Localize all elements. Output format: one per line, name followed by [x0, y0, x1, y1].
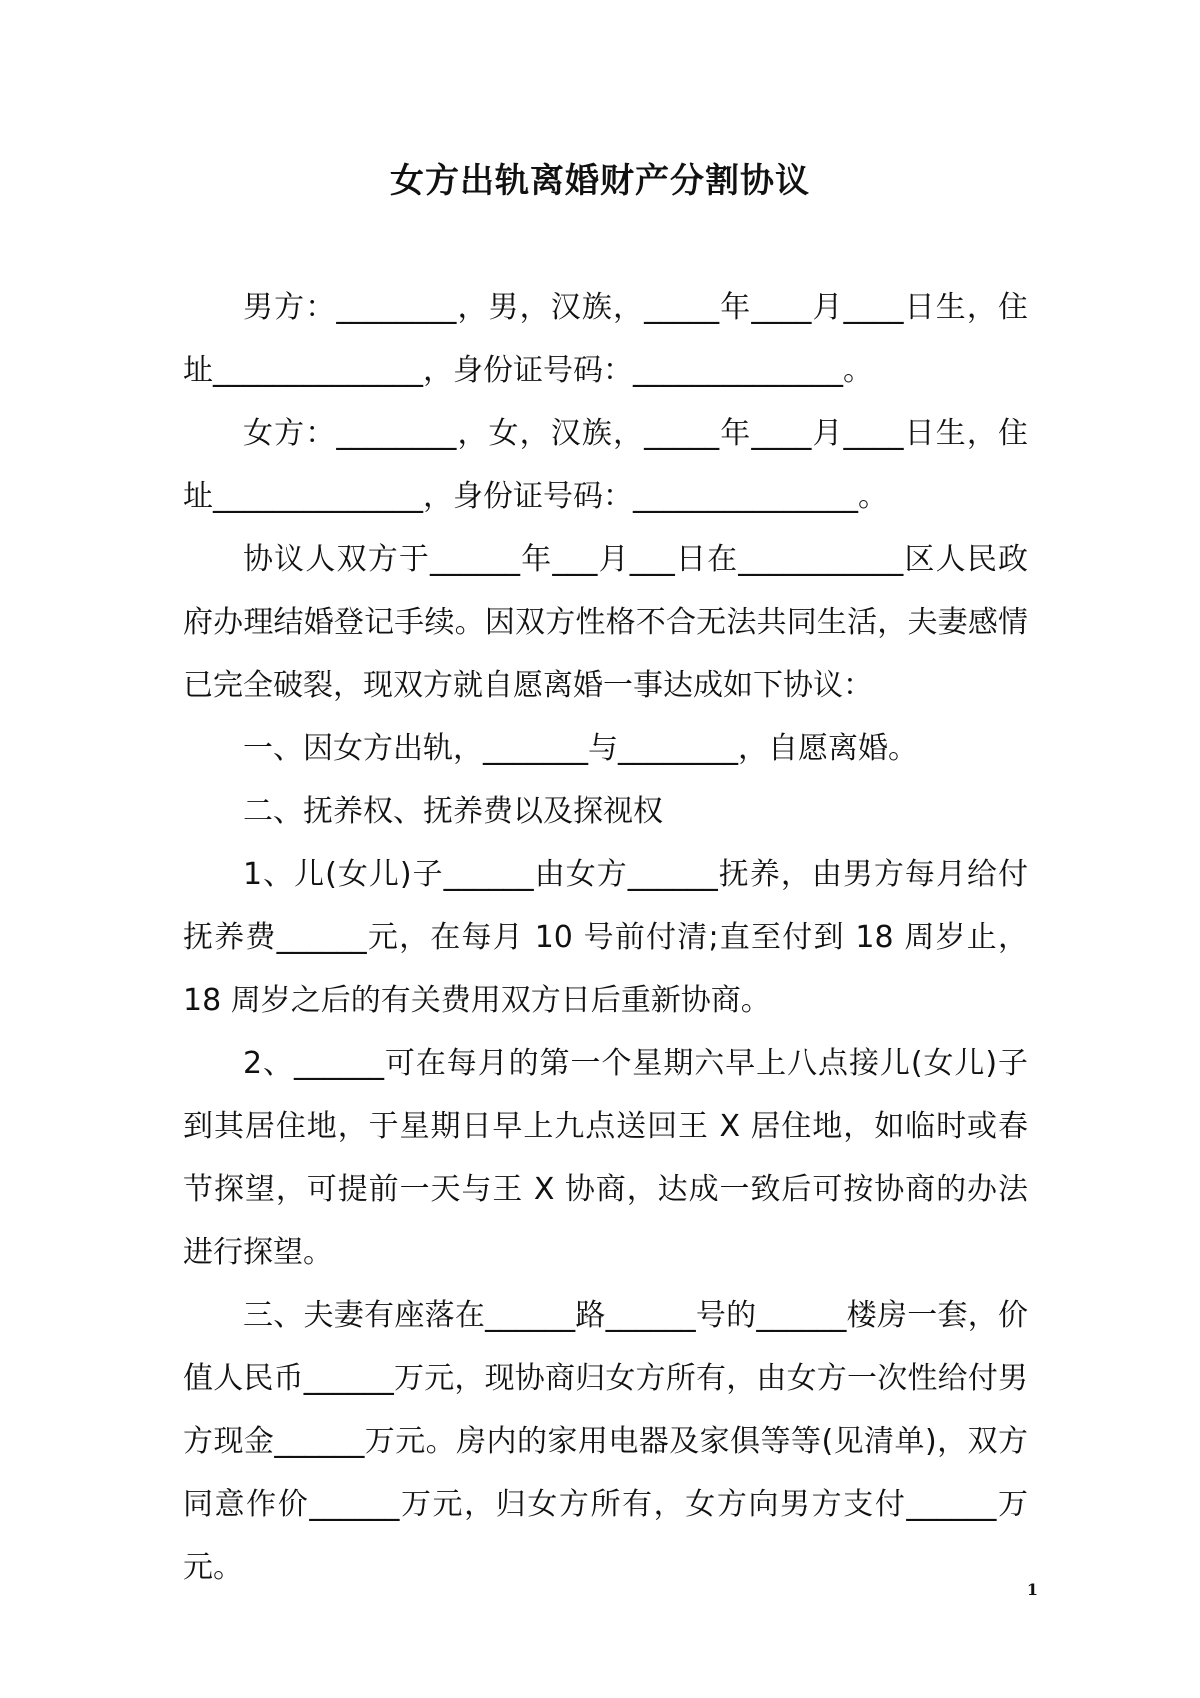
document-title: 女方出轨离婚财产分割协议 [390, 161, 810, 201]
page-number: 1 [1026, 1580, 1038, 1599]
paragraph-clause-two-heading: 二、抚养权、抚养费以及探视权 [243, 794, 663, 829]
document-body [183, 276, 1028, 1599]
paragraph-clause-three-property: 三、夫妻有座落在______路______号的______楼房一套，价值人民币______万元，现协商归女方所有，由女方一次性给付男方现金______万元。房内的家用电器及家俱等等(见清单)，双方同意作价______万元，归女方所有，女方向男方支付______万元。 [183, 1298, 1028, 1585]
paragraph-husband-info: 男方：________，男，汉族，_____年____月____日生，住址______________，身份证号码：______________。 [183, 290, 1028, 388]
paragraph-visitation: 2、______可在每月的第一个星期六早上八点接儿(女儿)子到其居住地，于星期日早上九点送回王 X 居住地，如临时或春节探望，可提前一天与王 X 协商，达成一致后可按协商的办法进行探望。 [183, 1046, 1028, 1270]
paragraph-wife-info: 女方：________，女，汉族，_____年____月____日生，住址______________，身份证号码：_______________。 [183, 416, 1028, 514]
paragraph-clause-one: 一、因女方出轨，_______与________，自愿离婚。 [243, 731, 918, 766]
paragraph-marriage-registration: 协议人双方于______年___月___日在___________区人民政府办理结婚登记手续。因双方性格不合无法共同生活，夫妻感情已完全破裂，现双方就自愿离婚一事达成如下协议： [183, 542, 1028, 703]
paragraph-custody-support: 1、儿(女儿)子______由女方______抚养，由男方每月给付抚养费______元，在每月 10 号前付清;直至付到 18 周岁止，18 周岁之后的有关费用双方日后重新协商。 [183, 857, 1028, 1018]
